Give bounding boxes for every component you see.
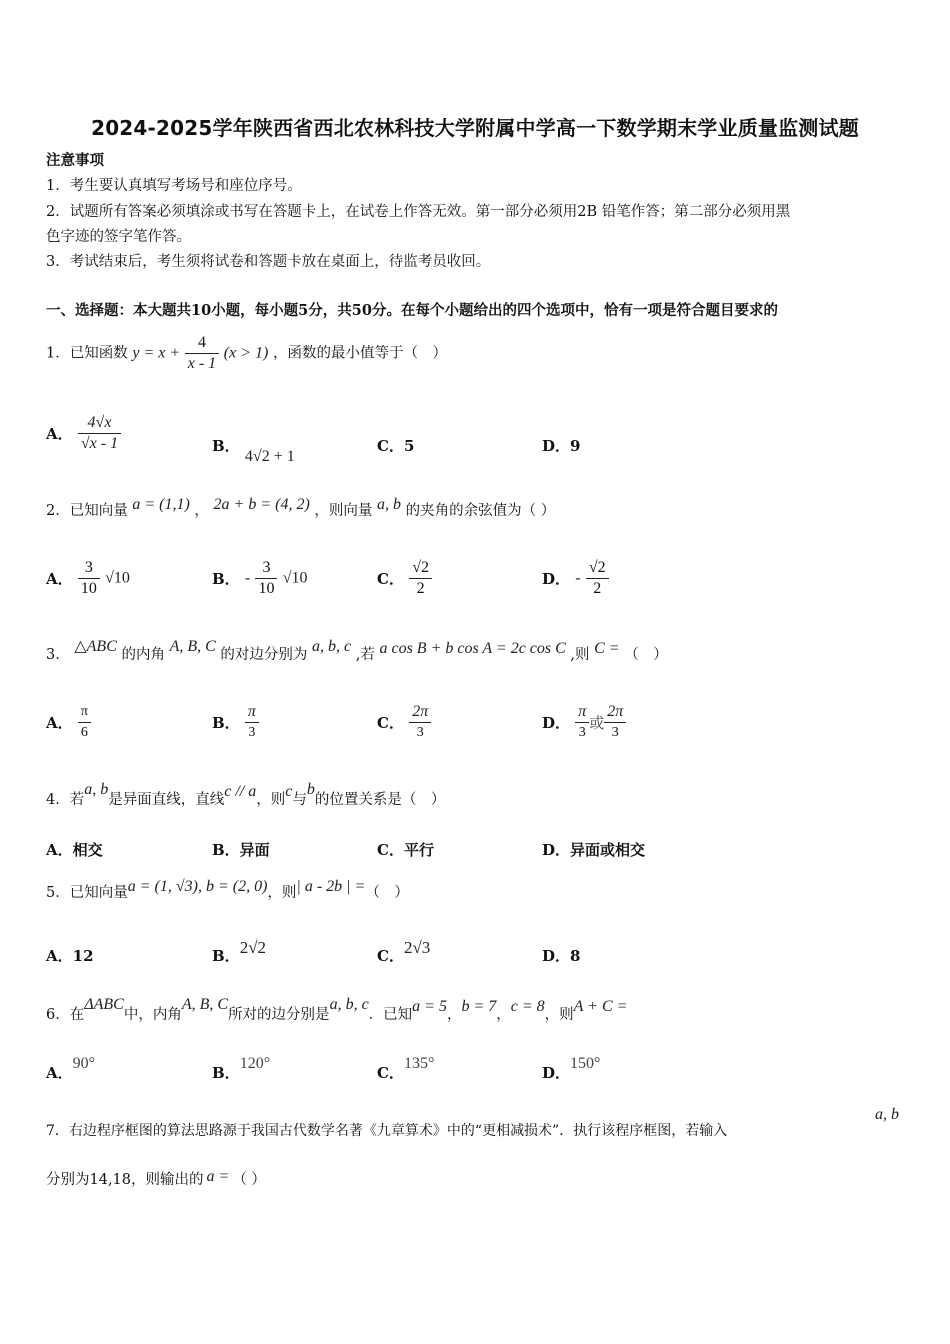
- option-label: B．: [212, 1064, 240, 1082]
- q2-d-fraction: [586, 558, 609, 599]
- q3-d-num-1: π: [575, 702, 589, 723]
- option-label: C．: [377, 437, 404, 455]
- option-label: C．: [377, 714, 404, 732]
- q3-prefix: 3．: [46, 647, 70, 663]
- q7-ab: a, b: [875, 1106, 899, 1123]
- q4-option-c[interactable]: C．平行: [377, 841, 434, 859]
- q6-option-d[interactable]: [542, 1055, 601, 1083]
- question-6: [46, 996, 628, 1030]
- q6-b-value: 120°: [239, 1055, 271, 1072]
- section-heading: 一、选择题：本大题共10小题，每小题5分，共50分。在每个小题给出的四个选项中，恰有一项是符合题目要求的: [46, 302, 778, 319]
- q7-suffix: （ ）: [232, 1172, 266, 1188]
- q2-c-den: 2: [416, 580, 425, 597]
- notice-item-2-cont: 色字迹的签字笔作答。: [46, 229, 191, 245]
- q2-d-num: √2: [586, 558, 609, 579]
- q5-prefix: 5．已知向量: [46, 885, 128, 901]
- q6-a-value: 90°: [72, 1055, 96, 1072]
- q6-c: c = 8: [510, 998, 545, 1015]
- q1-a-fraction: [78, 413, 121, 454]
- q3-angles: A, B, C: [169, 638, 216, 655]
- q2-prefix: 2．已知向量: [46, 503, 128, 519]
- q6-sep-1: ，: [446, 1007, 462, 1023]
- q1-option-c[interactable]: [377, 435, 414, 456]
- q6-triangle: ΔABC: [84, 996, 124, 1013]
- option-label: B．: [212, 570, 240, 588]
- q1-a-num: 4√x: [78, 413, 121, 434]
- q5-vectors: a = (1, √3), b = (2, 0): [127, 878, 268, 895]
- q5-option-c[interactable]: [377, 938, 431, 966]
- q3-b-den: 3: [248, 725, 256, 740]
- q3-c-fraction: [409, 702, 431, 743]
- q1-c-value: 5: [403, 437, 415, 455]
- q3-suffix: （ ）: [624, 647, 668, 663]
- q1-d-value: 9: [570, 437, 581, 455]
- q5-c-value: 2√3: [403, 938, 431, 957]
- q4-ab: a, b: [84, 781, 109, 798]
- q6-c-value: 135°: [403, 1055, 435, 1072]
- q6-text-1: 中，内角: [123, 1007, 182, 1023]
- q3-d-den-2: 3: [611, 725, 619, 740]
- question-4: [46, 781, 446, 815]
- option-label: D．: [542, 437, 571, 455]
- option-label: D．: [542, 570, 571, 588]
- q3-d-fraction-1: [575, 702, 589, 743]
- q4-prefix: 4．若: [46, 792, 85, 808]
- q6-a: a = 5: [412, 998, 447, 1015]
- q6-sides: a, b, c: [329, 996, 369, 1013]
- option-label: D．: [542, 714, 571, 732]
- notice-heading: 注意事项: [46, 152, 104, 169]
- option-label: B．: [212, 714, 240, 732]
- q3-d-den-1: 3: [578, 725, 586, 740]
- notice-item-1: 1．考生要认真填写考场号和座位序号。: [46, 178, 302, 194]
- q3-text-3: ,若: [355, 647, 375, 663]
- q5-text-1: ，则: [267, 885, 297, 901]
- q3-b-fraction: [245, 702, 259, 743]
- q2-b-num: 3: [255, 558, 277, 579]
- q4-option-a[interactable]: A．相交: [46, 841, 103, 859]
- option-label: B．: [212, 947, 240, 965]
- q1-option-a[interactable]: [46, 413, 121, 454]
- option-label: B．: [212, 437, 240, 455]
- question-7-line-2: [46, 1170, 266, 1190]
- q4-text-2: ，则: [256, 792, 286, 808]
- q2-b-fraction: [255, 558, 277, 599]
- q3-c-num: 2π: [409, 702, 431, 723]
- q2-vectors: a, b: [376, 496, 401, 513]
- q1-den: x - 1: [187, 355, 217, 372]
- option-label: D．: [542, 947, 571, 965]
- q3-option-b[interactable]: [212, 702, 259, 743]
- q2-a-den: 10: [80, 580, 97, 597]
- q3-a-den: 6: [80, 725, 88, 740]
- q3-c-den: 3: [416, 725, 424, 740]
- q2-a-root: √10: [105, 569, 130, 587]
- q2-suffix: 的夹角的余弦值为（ ）: [405, 503, 556, 519]
- q4-option-d[interactable]: D．异面或相交: [542, 841, 646, 859]
- option-label: A．: [46, 947, 73, 965]
- q2-sep: ，: [194, 503, 209, 519]
- q3-d-fraction-2: [604, 702, 626, 743]
- q3-equation: a cos B + b cos A = 2c cos C: [379, 640, 566, 657]
- option-label: D．: [542, 1064, 571, 1082]
- q2-option-b[interactable]: [212, 558, 308, 599]
- q5-d-value: 8: [570, 947, 581, 965]
- q4-suffix: 的位置关系是（ ）: [314, 792, 446, 808]
- q3-text-2: 的对边分别为: [220, 647, 308, 663]
- option-label: A．: [46, 1064, 73, 1082]
- q2-d-sign: -: [575, 569, 581, 587]
- q4-b: b: [306, 781, 315, 798]
- q6-text-2: 所对的边分别是: [228, 1007, 330, 1023]
- q5-option-d[interactable]: [542, 945, 580, 966]
- page-title: 2024-2025学年陕西省西北农林科技大学附属中学高一下数学期末学业质量监测试题: [91, 116, 859, 140]
- notice-item-3: 3．考试结束后，考生须将试卷和答题卡放在桌面上，待监考员收回。: [46, 254, 491, 270]
- question-1: [46, 333, 447, 373]
- notice-item-2: 2．试题所有答案必须填涂或书写在答题卡上，在试卷上作答无效。第一部分必须用2B 铅笔作答；第二部分必须用黑: [46, 204, 791, 220]
- q4-c: c: [285, 783, 293, 800]
- option-label: C．: [377, 947, 404, 965]
- q5-a-value: 12: [72, 947, 94, 965]
- q2-c-fraction: [409, 558, 432, 599]
- q6-b: b = 7: [461, 998, 497, 1015]
- q7-a: a =: [206, 1168, 230, 1185]
- option-label: A．: [46, 714, 73, 732]
- q1-expr: y = x +: [132, 344, 181, 362]
- option-label: A．: [46, 425, 73, 443]
- q6-angles: A, B, C: [181, 996, 229, 1013]
- q4-text-3: 与: [292, 792, 307, 808]
- q1-fraction: [185, 333, 219, 374]
- q5-b-value: 2√2: [239, 938, 267, 957]
- q4-text-1: 是异面直线，直线: [108, 792, 225, 808]
- q3-d-or: 或: [589, 714, 605, 732]
- question-7-line-1: [46, 1121, 727, 1141]
- q6-d-value: 150°: [570, 1055, 601, 1072]
- q1-option-b[interactable]: [212, 435, 295, 465]
- option-label: C．: [377, 1064, 404, 1082]
- q2-vector-sum: 2a + b = (4, 2): [213, 496, 310, 513]
- q6-prefix: 6．在: [46, 1007, 85, 1023]
- q2-option-c[interactable]: [377, 558, 432, 599]
- q5-option-b[interactable]: [212, 938, 267, 966]
- q1-a-den: √x - 1: [80, 435, 119, 452]
- q1-num: 4: [185, 333, 219, 354]
- q7-text-2: 分别为14,18，则输出的: [46, 1172, 204, 1188]
- question-3: [46, 640, 668, 670]
- q6-text-4: ，则: [544, 1007, 574, 1023]
- q3-option-a[interactable]: [46, 702, 91, 743]
- q3-b-num: π: [245, 702, 259, 723]
- question-5: [46, 878, 409, 908]
- q3-c: C =: [594, 640, 620, 657]
- q1-suffix: ，函数的最小值等于（ ）: [272, 345, 447, 362]
- q3-triangle: △ABC: [74, 638, 117, 655]
- q3-option-c[interactable]: [377, 702, 431, 743]
- q4-parallel: c // a: [224, 783, 257, 800]
- q6-option-a[interactable]: [46, 1055, 96, 1083]
- q6-text-3: ．已知: [368, 1007, 413, 1023]
- q1-option-d[interactable]: [542, 435, 580, 456]
- q2-d-den: 2: [593, 580, 602, 597]
- q5-option-a[interactable]: [46, 945, 94, 966]
- q6-option-c[interactable]: [377, 1055, 435, 1083]
- q2-b-root: √10: [282, 569, 308, 587]
- q3-sides: a, b, c: [312, 638, 352, 655]
- q2-c-num: √2: [409, 558, 432, 579]
- q7-text: 7．右边程序框图的算法思路源于我国古代数学名著《九章算术》中的“更相减损术”．执行该程序框图，若输入: [46, 1123, 728, 1139]
- q1-condition: (x > 1): [223, 344, 269, 362]
- q2-mid: ，则向量: [314, 503, 373, 519]
- q5-suffix: （ ）: [365, 885, 409, 901]
- q5-norm: | a - 2b | =: [296, 878, 366, 895]
- q3-d-num-2: 2π: [604, 702, 626, 723]
- q3-text-4: ,则: [570, 647, 590, 663]
- q6-option-b[interactable]: [212, 1055, 271, 1083]
- q4-option-b[interactable]: B．异面: [212, 841, 270, 859]
- q3-a-fraction: [78, 702, 91, 743]
- q2-option-d[interactable]: [542, 558, 609, 599]
- q2-a-num: 3: [78, 558, 100, 579]
- q1-b-value: 4√2 + 1: [244, 448, 295, 465]
- question-2: [46, 496, 555, 526]
- q1-prefix: 1．已知函数: [46, 345, 128, 362]
- q2-a-fraction: [78, 558, 100, 599]
- q6-sep-2: ，: [496, 1007, 511, 1023]
- q2-b-sign: -: [244, 569, 251, 587]
- option-label: C．: [377, 570, 404, 588]
- q2-option-a[interactable]: [46, 558, 130, 599]
- option-label: A．: [46, 570, 73, 588]
- q3-option-d[interactable]: [542, 702, 626, 743]
- q3-a-num: π: [78, 702, 91, 723]
- q6-sum: A + C =: [573, 998, 628, 1015]
- q2-vector-a: a = (1,1): [132, 496, 190, 513]
- q3-text-1: 的内角: [121, 647, 165, 663]
- q2-b-den: 10: [258, 580, 275, 597]
